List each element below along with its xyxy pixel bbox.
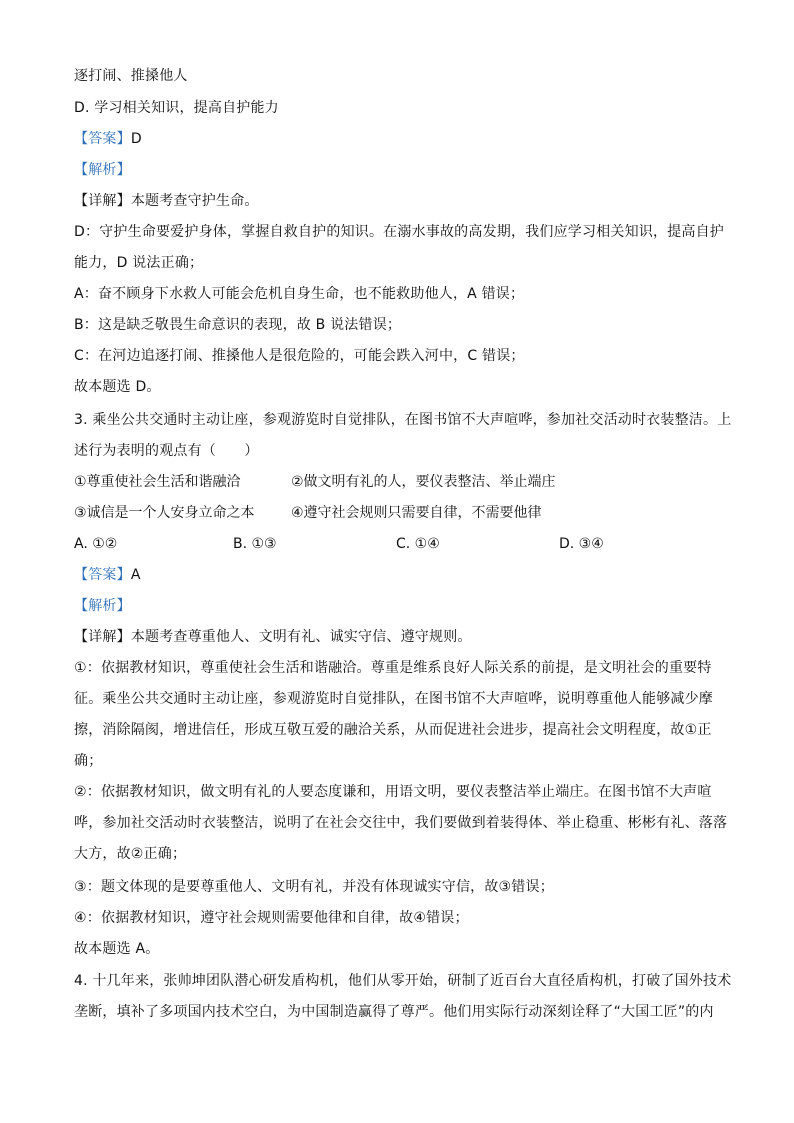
question-3-stem-cont: 述行为表明的观点有（ ） [74,443,259,459]
text-line: ③：题文体现的是要尊重他人、文明有礼，并没有体现诚实守信，故③错误； [74,879,554,895]
detail-text: 本题考查守护生命。 [130,193,259,209]
choice-c: C. ①④ [396,536,440,552]
answer-value: D [130,131,142,147]
text-line: D：守护生命要爱护身体，掌握自救自护的知识。在溺水事故的高发期，我们应学习相关知识，提高自护 [74,224,724,240]
text-line: 确； [74,753,103,769]
detail-line [74,628,472,646]
conclusion-line: 故本题选 A。 [74,941,160,957]
analysis-tag: 【解析】 [74,598,131,614]
statement-2: ②做文明有礼的人，要仪表整洁、举止端庄 [291,474,556,490]
question-4-stem-cont: 垄断，填补了多项国内技术空白，为中国制造赢得了尊严。他们用实际行动深刻诠释了“大国工匠”的内 [74,1004,714,1020]
text-line: ④：依据教材知识，遵守社会规则需要他律和自律，故④错误； [74,910,469,926]
question-4-stem: 4. 十几年来，张帅坤团队潜心研发盾构机，他们从零开始，研制了近百台大直径盾构机，打破了国外技术 [74,973,732,989]
answer-tag: 【答案】 [74,131,131,147]
statement-1: ①尊重使社会生活和谐融洽 [74,474,241,490]
choice-d: D. ③④ [559,536,604,552]
option-d-line: D. 学习相关知识，提高自护能力 [74,100,279,116]
statement-3: ③诚信是一个人安身立命之本 [74,505,255,521]
text-line: B：这是缺乏敬畏生命意识的表现，故 B 说法错误； [74,317,402,333]
text-line: ①：依据教材知识，尊重使社会生活和谐融洽。尊重是维系良好人际关系的前提，是文明社会的重要特 [74,660,712,676]
text-line: 能力，D 说法正确； [74,255,204,271]
answer-line [74,130,142,148]
answer-tag: 【答案】 [74,567,131,583]
text-line: 哗，参加社交活动时衣装整洁，说明了在社会交往中，我们要做到着装得体、举止稳重、彬彬有礼、落落 [74,815,728,831]
detail-tag: 【详解】 [74,193,131,209]
text-line: ②：依据教材知识，做文明有礼的人要态度谦和，用语文明，要仪表整洁举止端庄。在图书馆不大声喧 [74,784,712,800]
question-3-stem: 3. 乘坐公共交通时主动让座，参观游览时自觉排队，在图书馆不大声喧哗，参加社交活动时衣装整洁。上 [74,412,732,428]
text-line: C：在河边追逐打闹、推搡他人是很危险的，可能会跌入河中，C 错误； [74,348,525,364]
text-line: 大方，故②正确； [74,846,187,862]
conclusion-line: 故本题选 D。 [74,379,161,395]
answer-line [74,566,141,584]
text-line: 逐打闹、推搡他人 [74,68,188,84]
detail-line [74,192,259,210]
text-line: A：奋不顾身下水救人可能会危机自身生命，也不能救助他人，A 错误； [74,286,525,302]
detail-text: 本题考查尊重他人、文明有礼、诚实守信、遵守规则。 [130,629,472,645]
statement-4: ④遵守社会规则只需要自律，不需要他律 [291,505,542,521]
analysis-tag: 【解析】 [74,162,131,178]
analysis-line [74,597,131,615]
text-line: 擦，消除隔阂，增进信任，形成互敬互爱的融洽关系，从而促进社会进步，提高社会文明程度，故①正 [74,722,712,738]
analysis-line [74,161,131,179]
detail-tag: 【详解】 [74,629,131,645]
text-line: 征。乘坐公共交通时主动让座，参观游览时自觉排队，在图书馆不大声喧哗，说明尊重他人能够减少摩 [74,691,713,707]
answer-value: A [130,567,141,583]
choice-a: A. ①② [74,536,118,552]
choice-b: B. ①③ [233,536,277,552]
